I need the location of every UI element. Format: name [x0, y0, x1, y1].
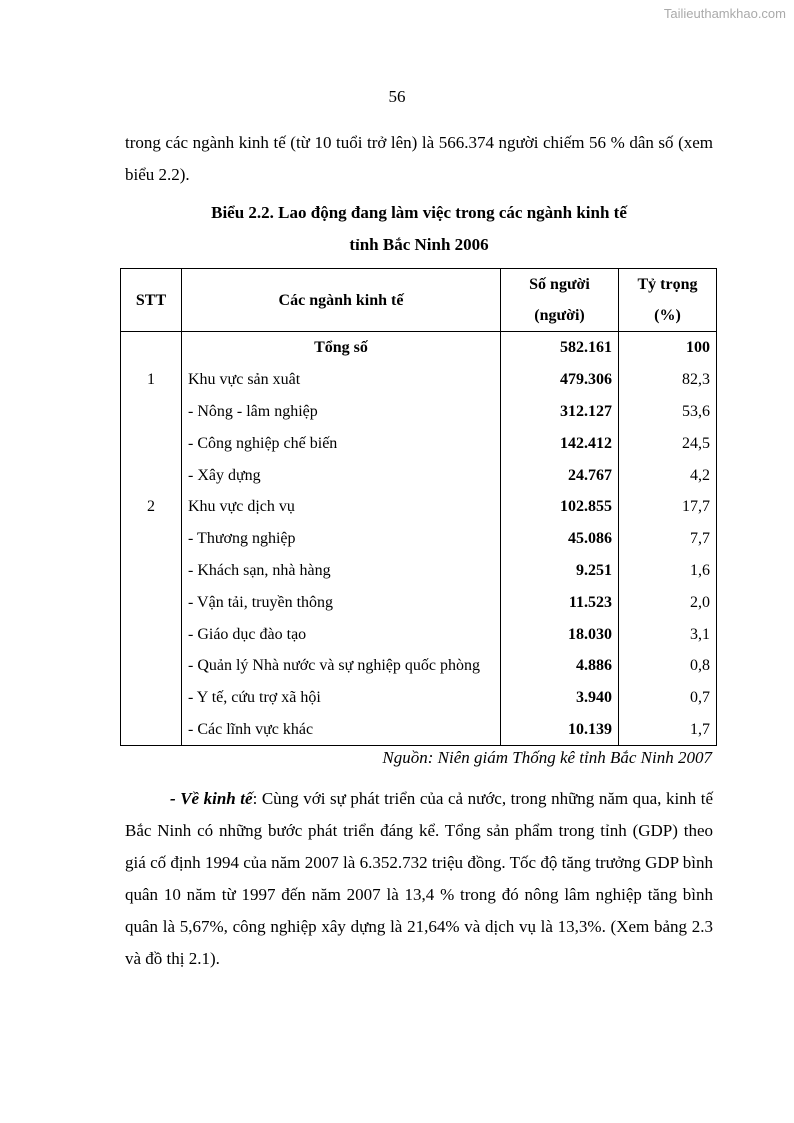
row-share: 3,1: [619, 618, 717, 650]
page-number: 56: [388, 87, 406, 106]
table-row: [121, 396, 717, 428]
watermark: Tailieuthamkhao.com: [663, 6, 786, 21]
row-stt: [121, 427, 182, 459]
row-stt: [121, 459, 182, 491]
row-people: 3.940: [501, 682, 619, 714]
row-people: 312.127: [501, 396, 619, 428]
row-share: 4,2: [619, 459, 717, 491]
total-people: 582.161: [501, 332, 619, 364]
economy-paragraph: [125, 783, 713, 975]
row-stt: [121, 618, 182, 650]
row-sector: Khu vực sản xuât: [182, 364, 501, 396]
table-row: [121, 714, 717, 746]
table-row: [121, 523, 717, 555]
row-stt: [121, 555, 182, 587]
header-share: [619, 269, 717, 332]
row-sector: Khu vực dịch vụ: [182, 491, 501, 523]
table-header-row: [121, 269, 717, 332]
header-share-line2: (%): [654, 307, 681, 324]
header-sector: Các ngành kinh tế: [182, 269, 501, 332]
row-stt: [121, 714, 182, 746]
row-share: 24,5: [619, 427, 717, 459]
row-stt: [121, 523, 182, 555]
intro-paragraph: trong các ngành kinh tế (từ 10 tuổi trở lên) là 566.374 người chiếm 56 % dân số (xem biểu 2.2).: [125, 133, 713, 184]
header-people-line2: (người): [534, 307, 585, 324]
table-row: [121, 618, 717, 650]
table-row: [121, 427, 717, 459]
employment-table: [120, 268, 717, 746]
header-people-line1: Số người: [529, 276, 590, 293]
row-people: 45.086: [501, 523, 619, 555]
row-stt: [121, 650, 182, 682]
header-share-line1: Tỷ trọng: [637, 276, 698, 293]
row-people: 479.306: [501, 364, 619, 396]
table-caption-line1: Biểu 2.2. Lao động đang làm việc trong các ngành kinh tế: [211, 203, 627, 222]
row-sector: - Y tế, cứu trợ xã hội: [182, 682, 501, 714]
table-row: [121, 364, 717, 396]
header-people: [501, 269, 619, 332]
row-people: 11.523: [501, 586, 619, 618]
header-stt: STT: [121, 269, 182, 332]
row-stt: 2: [121, 491, 182, 523]
economy-text: : Cùng với sự phát triển của cả nước, trong những năm qua, kinh tế Bắc Ninh có những bước phát triển đáng kể. Tổng sản phẩm trong tỉnh (GDP) theo giá cố định 1994 của năm 2007 là 6.352.732 triệu đồng. Tốc độ tăng trưởng GDP bình quân 10 năm từ 1997 đến năm 2007 là 13,4 % trong đó nông lâm nghiệp tăng bình quân là 5,67%, công nghiệp xây dựng là 21,64% và dịch vụ là 13,3%. (Xem bảng 2.3 và đồ thị 2.1).: [125, 789, 713, 968]
row-sector: - Xây dựng: [182, 459, 501, 491]
row-sector: - Nông - lâm nghiệp: [182, 396, 501, 428]
row-sector: - Công nghiệp chế biến: [182, 427, 501, 459]
row-people: 10.139: [501, 714, 619, 746]
row-stt: [121, 682, 182, 714]
row-share: 1,7: [619, 714, 717, 746]
row-sector: - Vận tải, truyền thông: [182, 586, 501, 618]
row-stt: [121, 396, 182, 428]
row-share: 2,0: [619, 586, 717, 618]
row-share: 17,7: [619, 491, 717, 523]
row-sector: - Các lĩnh vực khác: [182, 714, 501, 746]
row-stt: [121, 586, 182, 618]
table-row: [121, 555, 717, 587]
row-share: 1,6: [619, 555, 717, 587]
table-row: [121, 459, 717, 491]
row-stt: 1: [121, 364, 182, 396]
row-people: 4.886: [501, 650, 619, 682]
total-share: 100: [619, 332, 717, 364]
row-people: 18.030: [501, 618, 619, 650]
row-sector: - Khách sạn, nhà hàng: [182, 555, 501, 587]
table-row: [121, 586, 717, 618]
source-note: Nguồn: Niên giám Thống kê tỉnh Bắc Ninh 2007: [382, 748, 712, 767]
row-people: 9.251: [501, 555, 619, 587]
row-sector: - Quản lý Nhà nước và sự nghiệp quốc phòng: [182, 650, 501, 682]
row-share: 7,7: [619, 523, 717, 555]
row-people: 24.767: [501, 459, 619, 491]
table-row: [121, 650, 717, 682]
table-caption-line2: tỉnh Bắc Ninh 2006: [349, 235, 489, 254]
row-share: 82,3: [619, 364, 717, 396]
row-share: 0,8: [619, 650, 717, 682]
row-people: 142.412: [501, 427, 619, 459]
table-row: [121, 491, 717, 523]
row-share: 0,7: [619, 682, 717, 714]
total-row: [121, 332, 717, 364]
table-row: [121, 682, 717, 714]
row-sector: - Giáo dục đào tạo: [182, 618, 501, 650]
economy-lead: - Về kinh tế: [170, 789, 253, 808]
total-stt: [121, 332, 182, 364]
row-people: 102.855: [501, 491, 619, 523]
row-share: 53,6: [619, 396, 717, 428]
row-sector: - Thương nghiệp: [182, 523, 501, 555]
total-label: Tổng số: [182, 332, 501, 364]
